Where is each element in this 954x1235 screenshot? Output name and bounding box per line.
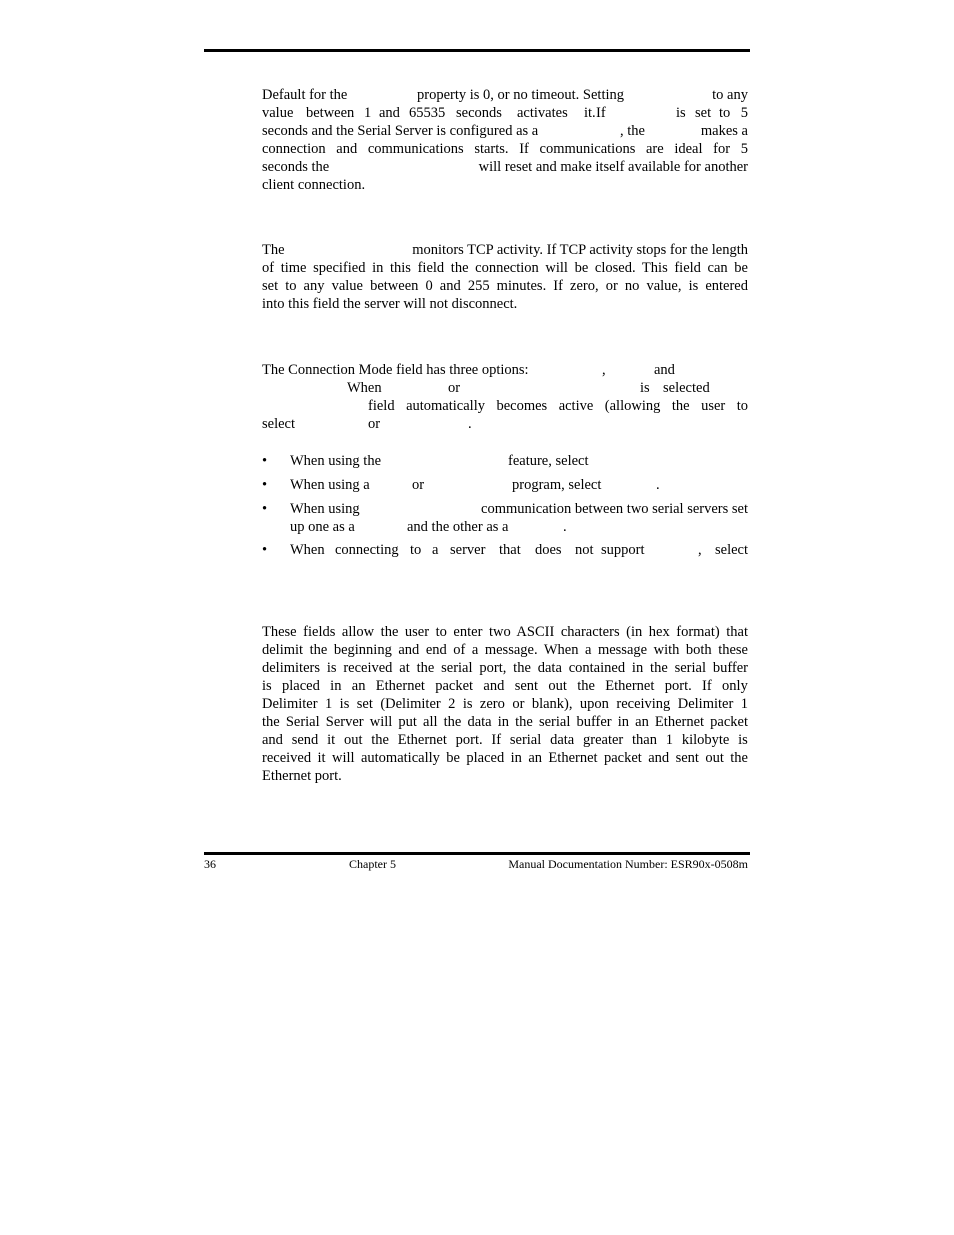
text: seconds the bbox=[262, 159, 330, 175]
word: is bbox=[738, 732, 748, 748]
text: activates bbox=[517, 105, 568, 121]
text: Ethernet port. bbox=[262, 768, 342, 784]
word: greater bbox=[583, 732, 624, 748]
word: If bbox=[519, 141, 529, 157]
word: out bbox=[343, 732, 363, 748]
footer-chapter: Chapter 5 bbox=[349, 857, 396, 871]
word: it bbox=[327, 732, 336, 748]
text: to bbox=[719, 105, 731, 121]
word: communications bbox=[367, 141, 464, 157]
word: serial bbox=[509, 732, 542, 748]
word: and bbox=[262, 732, 283, 748]
text: seconds bbox=[456, 105, 502, 121]
text: , the bbox=[620, 123, 645, 139]
text: Delimiter 1 is set (Delimiter 2 is zero or blank), upon receiving Delimiter 1 bbox=[262, 696, 748, 712]
word: active bbox=[558, 398, 594, 414]
text: feature, select bbox=[508, 453, 589, 469]
text: , bbox=[602, 362, 606, 378]
text: set to any value between 0 and 255 minutes. If zero, or no value, is entered bbox=[262, 278, 748, 294]
bullet-icon: • bbox=[262, 542, 268, 558]
text: is bbox=[676, 105, 686, 121]
text: When using the bbox=[290, 453, 382, 469]
text: The Connection Mode field has three options: bbox=[262, 362, 529, 378]
word: starts. bbox=[474, 141, 509, 157]
word: the bbox=[371, 732, 389, 748]
list-item bbox=[262, 500, 748, 536]
bullet-icon: • bbox=[262, 477, 268, 493]
word: out bbox=[548, 678, 567, 694]
text: monitors TCP activity. If TCP activity stops for the length bbox=[412, 242, 748, 258]
word: communications bbox=[539, 141, 636, 157]
list-item bbox=[262, 541, 748, 559]
word: select bbox=[714, 542, 748, 558]
word: ideal bbox=[674, 141, 703, 157]
word: , bbox=[698, 542, 702, 558]
word: the bbox=[577, 678, 595, 694]
word: (allowing bbox=[604, 398, 661, 414]
text: will reset and make itself available for another bbox=[478, 159, 748, 175]
text: or bbox=[368, 416, 381, 432]
text: Default for the bbox=[262, 87, 348, 103]
word: automatically bbox=[406, 398, 485, 414]
word: to bbox=[736, 398, 748, 414]
text: of time specified in this field the connection will be closed. This field can be bbox=[262, 260, 748, 276]
text: is bbox=[640, 380, 650, 396]
text: up one as a bbox=[290, 519, 355, 535]
word: a bbox=[432, 542, 439, 558]
text: . bbox=[563, 519, 567, 535]
word: that bbox=[499, 542, 521, 558]
word: is bbox=[262, 678, 272, 694]
text: communication between two serial servers set bbox=[481, 501, 748, 517]
word: to bbox=[410, 542, 422, 558]
text: value bbox=[262, 105, 294, 121]
text: makes a bbox=[700, 123, 748, 139]
text: program, select bbox=[512, 477, 602, 493]
word: sent bbox=[514, 678, 539, 694]
word: port. bbox=[455, 732, 483, 748]
text: select bbox=[262, 416, 296, 432]
word: field bbox=[368, 398, 395, 414]
footer-rule bbox=[204, 852, 750, 855]
word: an bbox=[351, 678, 366, 694]
word: are bbox=[646, 141, 664, 157]
text: . bbox=[468, 416, 472, 432]
word: send bbox=[291, 732, 319, 748]
word: Ethernet bbox=[397, 732, 447, 748]
word: only bbox=[722, 678, 748, 694]
text: . bbox=[656, 477, 660, 493]
word: packet bbox=[435, 678, 474, 694]
word: Ethernet bbox=[605, 678, 655, 694]
text: into this field the server will not disconnect. bbox=[262, 296, 518, 312]
text: selected bbox=[663, 380, 710, 396]
word: If bbox=[491, 732, 502, 748]
word: Ethernet bbox=[375, 678, 425, 694]
bullet-icon: • bbox=[262, 501, 268, 517]
word: data bbox=[550, 732, 575, 748]
word: becomes bbox=[496, 398, 548, 414]
header-rule bbox=[204, 49, 750, 52]
text: These fields allow the user to enter two ASCII characters (in hex format) that bbox=[262, 624, 748, 640]
word: than bbox=[632, 732, 657, 748]
word: server bbox=[450, 542, 486, 558]
text: The bbox=[262, 242, 285, 258]
word: and bbox=[336, 141, 358, 157]
text: If bbox=[596, 105, 606, 121]
list-item bbox=[262, 452, 748, 470]
text: delimiters is received at the serial port, the data contained in the serial buffer bbox=[262, 660, 748, 676]
text: When bbox=[347, 380, 382, 396]
word: When bbox=[290, 542, 325, 558]
bullet-icon: • bbox=[262, 453, 268, 469]
word: connection bbox=[262, 141, 326, 157]
word: placed bbox=[282, 678, 320, 694]
text: and bbox=[379, 105, 400, 121]
word: If bbox=[702, 678, 712, 694]
text: property is 0, or no timeout. Setting bbox=[417, 87, 625, 103]
word: and bbox=[483, 678, 505, 694]
word: for bbox=[713, 141, 731, 157]
word: kilobyte bbox=[681, 732, 730, 748]
text: 65535 bbox=[409, 105, 446, 121]
list-item bbox=[262, 476, 748, 494]
text: When using bbox=[290, 501, 360, 517]
text: or bbox=[448, 380, 461, 396]
word: support bbox=[601, 542, 645, 558]
text: When using a bbox=[290, 477, 370, 493]
text: to any bbox=[712, 87, 748, 103]
word: user bbox=[701, 398, 726, 414]
word: 5 bbox=[740, 141, 748, 157]
text: between bbox=[306, 105, 355, 121]
text: it. bbox=[584, 105, 596, 121]
word: the bbox=[671, 398, 690, 414]
text: 5 bbox=[740, 105, 748, 121]
text: set bbox=[695, 105, 712, 121]
text: and the other as a bbox=[407, 519, 509, 535]
text: the Serial Server will put all the data in the serial buffer in an Ethernet packet bbox=[262, 714, 748, 730]
text: client connection. bbox=[262, 177, 366, 193]
text: 1 bbox=[364, 105, 372, 121]
word: 1 bbox=[665, 732, 674, 748]
text: seconds and the Serial Server is configured as a bbox=[262, 123, 539, 139]
text: received it will automatically be placed in an Ethernet packet and sent out the bbox=[262, 750, 748, 766]
text: and bbox=[654, 362, 675, 378]
text: or bbox=[412, 477, 425, 493]
word: connecting bbox=[335, 542, 399, 558]
word: not bbox=[575, 542, 594, 558]
text: delimit the beginning and end of a message. When a message with both these bbox=[262, 642, 748, 658]
footer-doc-number: Manual Documentation Number: ESR90x-0508m bbox=[508, 857, 748, 871]
word: in bbox=[330, 678, 342, 694]
word: port. bbox=[664, 678, 692, 694]
word: does bbox=[535, 542, 562, 558]
page-number: 36 bbox=[204, 857, 216, 871]
